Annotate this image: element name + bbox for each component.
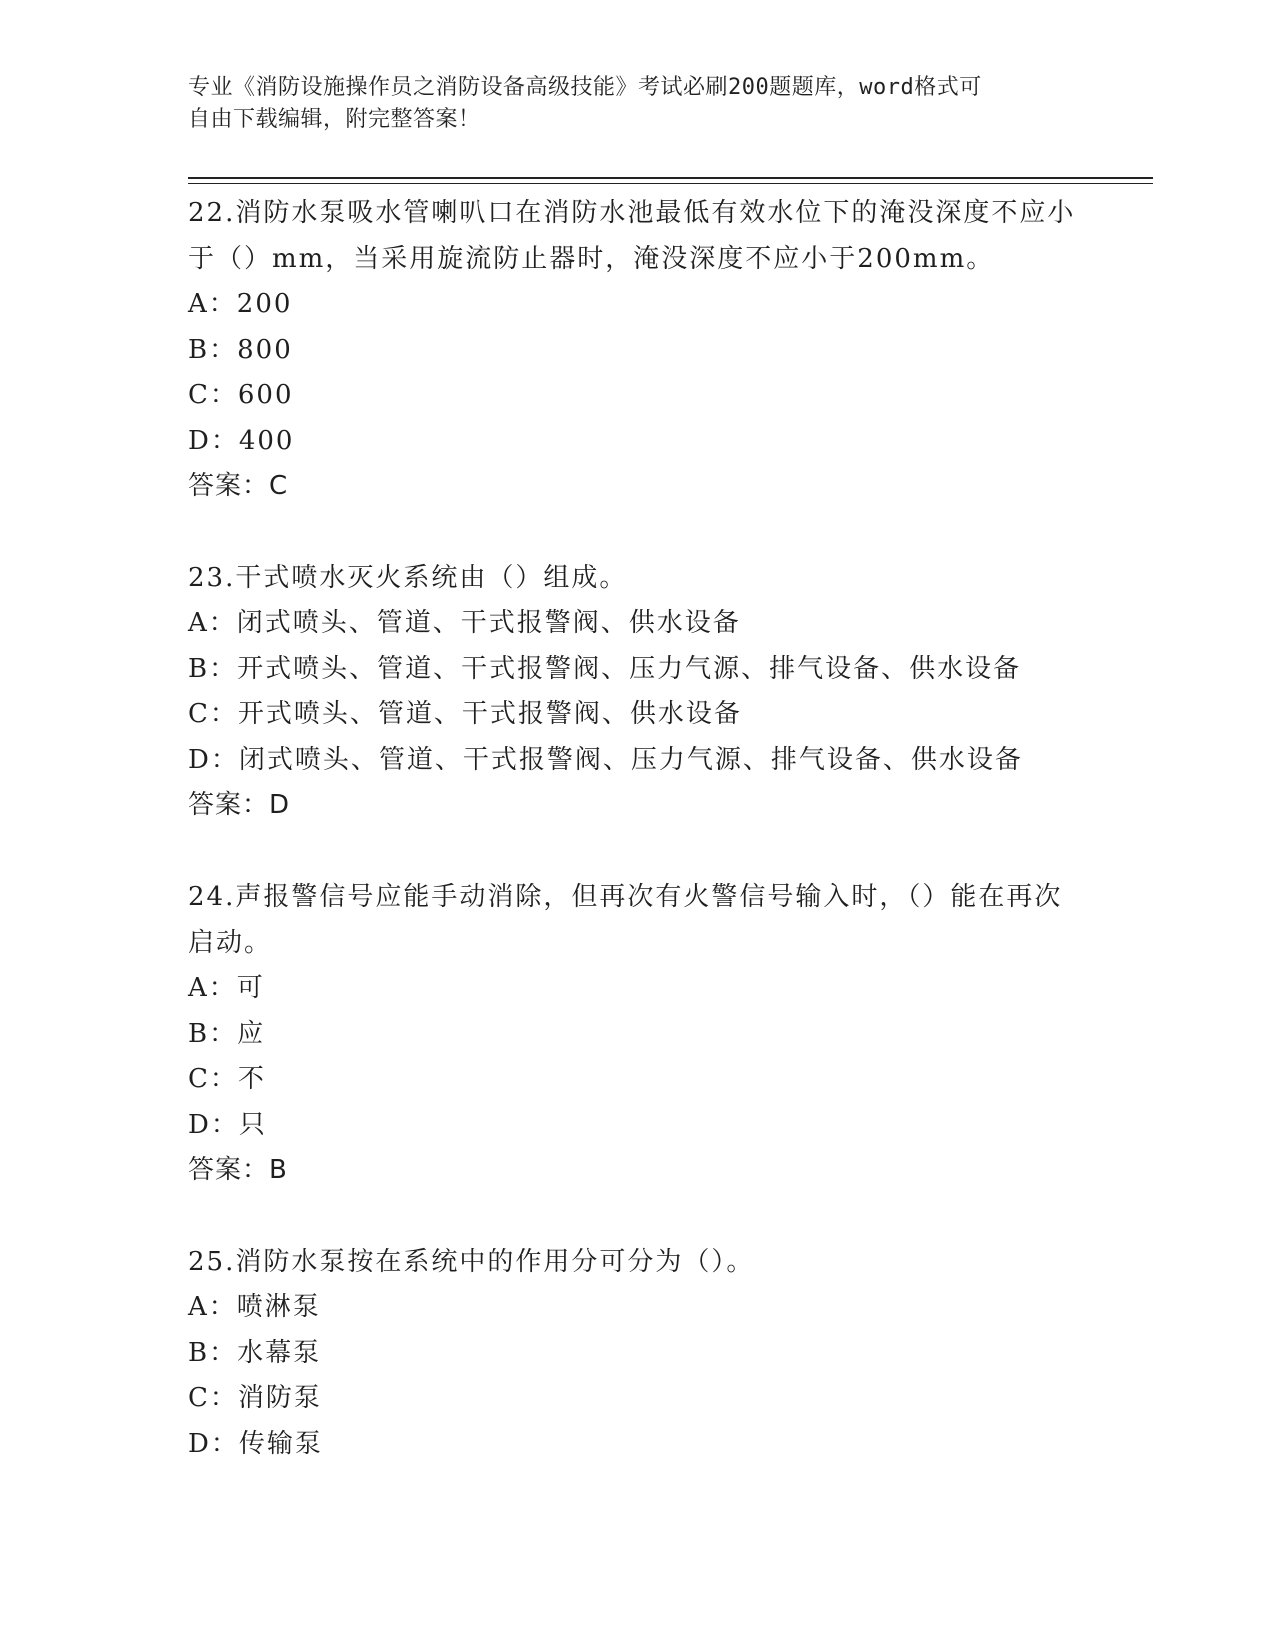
- question-24: [188, 874, 1088, 1193]
- option-d: D：只: [188, 1109, 267, 1140]
- question-list: [188, 190, 1088, 1513]
- question-text: 23.干式喷水灭火系统由（）组成。: [188, 563, 628, 593]
- option-c: C：开式喷头、管道、干式报警阀、供水设备: [188, 699, 742, 729]
- option-a: A：喷淋泵: [188, 1292, 321, 1322]
- option-a: A：可: [188, 973, 265, 1003]
- question-23: [188, 555, 1088, 828]
- option-c: C：不: [188, 1064, 266, 1094]
- question-text: 25.消防水泵按在系统中的作用分可分为（）。: [188, 1247, 755, 1277]
- answer: 答案：C: [188, 471, 289, 501]
- question-text: 24.声报警信号应能手动消除，但再次有火警信号输入时，（）能在再次启动。: [188, 882, 1063, 958]
- header-line-2: 自由下载编辑，附完整答案！: [188, 107, 481, 132]
- option-b: B：水幕泵: [188, 1337, 322, 1368]
- option-d: D：400: [188, 425, 295, 456]
- option-b: B：应: [188, 1018, 266, 1049]
- document-header: [188, 72, 1088, 136]
- option-c: C：消防泵: [188, 1383, 322, 1413]
- option-d: D：传输泵: [188, 1428, 323, 1459]
- option-a: A：闭式喷头、管道、干式报警阀、供水设备: [188, 608, 741, 638]
- question-25: [188, 1239, 1088, 1467]
- option-b: B：800: [188, 334, 293, 365]
- header-divider-thick: [188, 177, 1153, 179]
- header-line-1: 专业《消防设施操作员之消防设备高级技能》考试必刷200题题库，word格式可: [188, 75, 982, 100]
- question-22: [188, 190, 1088, 509]
- question-text: 22.消防水泵吸水管喇叭口在消防水池最低有效水位下的淹没深度不应小于（）mm，当采用旋流防止器时，淹没深度不应小于200mm。: [188, 198, 1076, 274]
- option-b: B：开式喷头、管道、干式报警阀、压力气源、排气设备、供水设备: [188, 653, 1022, 684]
- option-a: A：200: [188, 289, 293, 319]
- option-d: D：闭式喷头、管道、干式报警阀、压力气源、排气设备、供水设备: [188, 744, 1023, 775]
- header-divider-thin: [188, 183, 1153, 184]
- answer: 答案：D: [188, 790, 291, 820]
- answer: 答案：B: [188, 1155, 288, 1185]
- option-c: C：600: [188, 380, 294, 410]
